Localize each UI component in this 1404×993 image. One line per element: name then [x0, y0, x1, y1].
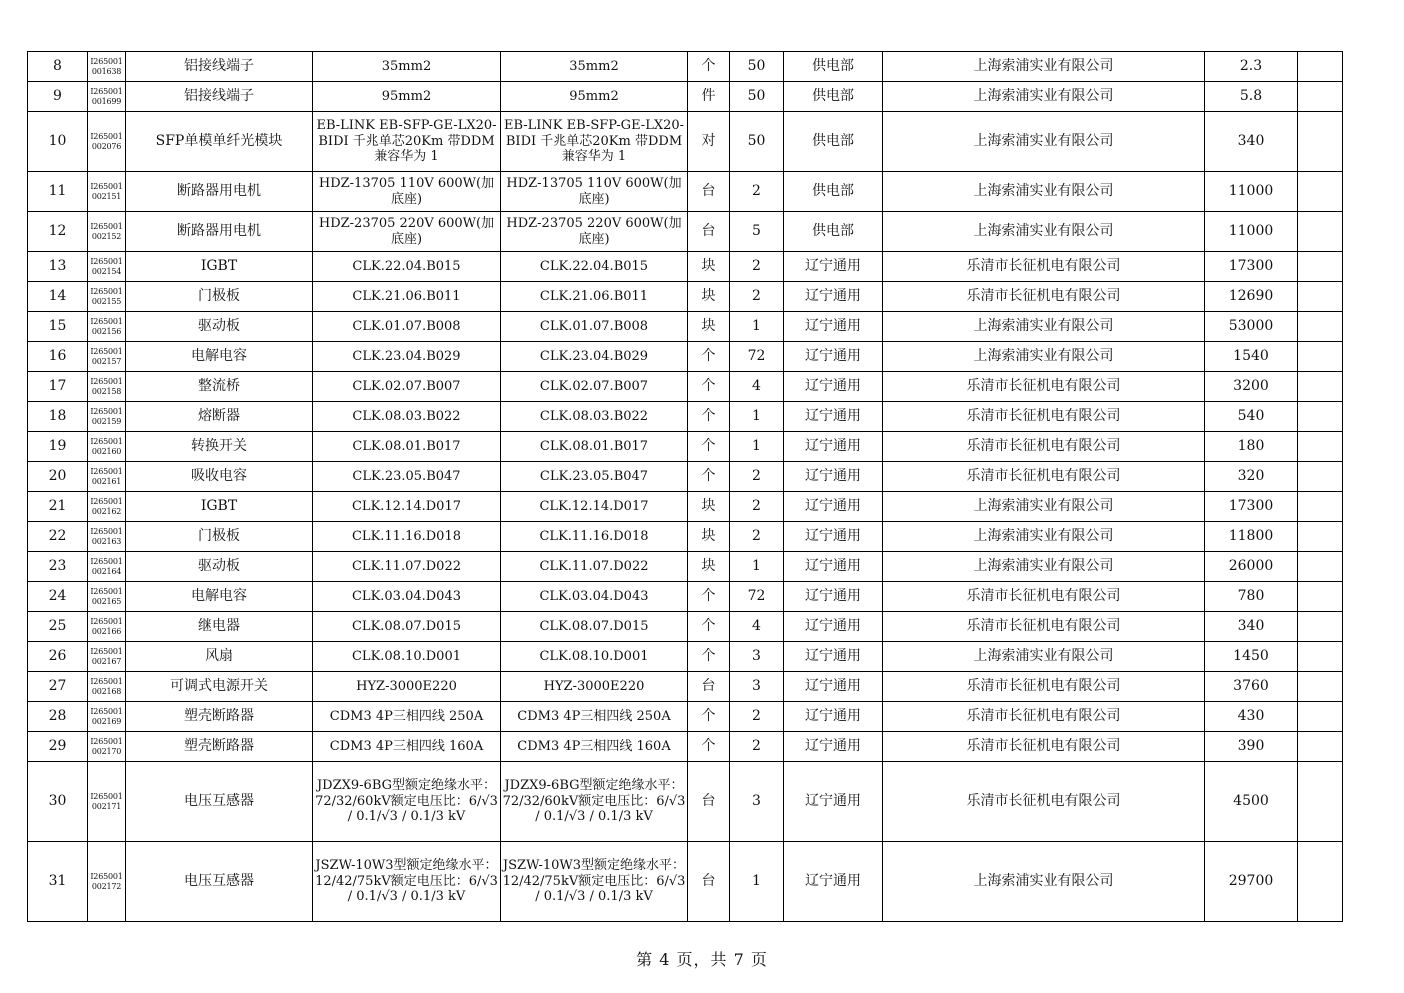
- specification-cell: CLK.21.06.B011: [313, 282, 501, 312]
- department-cell: 辽宁通用: [784, 582, 883, 612]
- table-row: [28, 842, 1343, 922]
- unit-cell: 个: [688, 702, 730, 732]
- department-cell: 供电部: [784, 82, 883, 112]
- quantity-cell: 5: [730, 212, 784, 252]
- quantity-cell: 50: [730, 52, 784, 82]
- note-cell: [1298, 842, 1343, 922]
- supplier-cell: 乐清市长征机电有限公司: [883, 672, 1205, 702]
- material-code-cell: I265001 002170: [88, 732, 126, 762]
- department-cell: 辽宁通用: [784, 842, 883, 922]
- unit-cell: 件: [688, 82, 730, 112]
- specification-cell: HYZ-3000E220: [313, 672, 501, 702]
- department-cell: 辽宁通用: [784, 672, 883, 702]
- quantity-cell: 2: [730, 172, 784, 212]
- row-number-cell: 29: [28, 732, 88, 762]
- materials-table: [27, 51, 1343, 922]
- specification-cell: CLK.08.01.B017: [313, 432, 501, 462]
- department-cell: 辽宁通用: [784, 612, 883, 642]
- note-cell: [1298, 762, 1343, 842]
- quantity-cell: 2: [730, 702, 784, 732]
- material-code-cell: I265001 002167: [88, 642, 126, 672]
- supplier-cell: 乐清市长征机电有限公司: [883, 372, 1205, 402]
- supplier-cell: 上海索浦实业有限公司: [883, 312, 1205, 342]
- specification-cell: HDZ-23705 220V 600W(加底座): [313, 212, 501, 252]
- unit-cell: 块: [688, 282, 730, 312]
- material-name-cell: 断路器用电机: [126, 212, 313, 252]
- table-body: [28, 52, 1343, 922]
- quantity-cell: 2: [730, 522, 784, 552]
- quantity-cell: 72: [730, 582, 784, 612]
- table-row: [28, 312, 1343, 342]
- unit-cell: 台: [688, 672, 730, 702]
- quantity-cell: 50: [730, 112, 784, 172]
- price-cell: 11800: [1205, 522, 1298, 552]
- specification-cell: CLK.12.14.D017: [313, 492, 501, 522]
- row-number-cell: 19: [28, 432, 88, 462]
- model-cell: CLK.08.10.D001: [501, 642, 688, 672]
- note-cell: [1298, 52, 1343, 82]
- specification-cell: CLK.08.10.D001: [313, 642, 501, 672]
- model-cell: CLK.08.07.D015: [501, 612, 688, 642]
- supplier-cell: 乐清市长征机电有限公司: [883, 732, 1205, 762]
- department-cell: 辽宁通用: [784, 432, 883, 462]
- department-cell: 辽宁通用: [784, 702, 883, 732]
- unit-cell: 个: [688, 642, 730, 672]
- supplier-cell: 乐清市长征机电有限公司: [883, 282, 1205, 312]
- department-cell: 辽宁通用: [784, 342, 883, 372]
- price-cell: 1540: [1205, 342, 1298, 372]
- model-cell: CLK.08.03.B022: [501, 402, 688, 432]
- price-cell: 11000: [1205, 212, 1298, 252]
- model-cell: CLK.03.04.D043: [501, 582, 688, 612]
- department-cell: 辽宁通用: [784, 732, 883, 762]
- row-number-cell: 15: [28, 312, 88, 342]
- material-name-cell: 风扇: [126, 642, 313, 672]
- model-cell: 35mm2: [501, 52, 688, 82]
- material-code-cell: I265001 002172: [88, 842, 126, 922]
- quantity-cell: 1: [730, 432, 784, 462]
- quantity-cell: 2: [730, 732, 784, 762]
- material-code-cell: I265001 002158: [88, 372, 126, 402]
- price-cell: 12690: [1205, 282, 1298, 312]
- material-name-cell: IGBT: [126, 492, 313, 522]
- supplier-cell: 上海索浦实业有限公司: [883, 112, 1205, 172]
- table-row: [28, 432, 1343, 462]
- note-cell: [1298, 402, 1343, 432]
- price-cell: 1450: [1205, 642, 1298, 672]
- material-name-cell: 电解电容: [126, 582, 313, 612]
- material-name-cell: 吸收电容: [126, 462, 313, 492]
- department-cell: 辽宁通用: [784, 522, 883, 552]
- material-code-cell: I265001 002156: [88, 312, 126, 342]
- note-cell: [1298, 702, 1343, 732]
- price-cell: 17300: [1205, 252, 1298, 282]
- material-code-cell: I265001 002166: [88, 612, 126, 642]
- price-cell: 29700: [1205, 842, 1298, 922]
- supplier-cell: 乐清市长征机电有限公司: [883, 612, 1205, 642]
- quantity-cell: 2: [730, 282, 784, 312]
- material-name-cell: 铝接线端子: [126, 52, 313, 82]
- specification-cell: CLK.08.03.B022: [313, 402, 501, 432]
- note-cell: [1298, 462, 1343, 492]
- specification-cell: JSZW-10W3型额定绝缘水平：12/42/75kV额定电压比：6/√3 / 0.1/√3 / 0.1/3 kV: [313, 842, 501, 922]
- note-cell: [1298, 342, 1343, 372]
- supplier-cell: 上海索浦实业有限公司: [883, 212, 1205, 252]
- material-code-cell: I265001 002151: [88, 172, 126, 212]
- unit-cell: 块: [688, 252, 730, 282]
- unit-cell: 个: [688, 52, 730, 82]
- quantity-cell: 2: [730, 492, 784, 522]
- model-cell: CLK.12.14.D017: [501, 492, 688, 522]
- note-cell: [1298, 552, 1343, 582]
- supplier-cell: 上海索浦实业有限公司: [883, 52, 1205, 82]
- table-row: [28, 612, 1343, 642]
- material-code-cell: I265001 002165: [88, 582, 126, 612]
- row-number-cell: 28: [28, 702, 88, 732]
- price-cell: 340: [1205, 612, 1298, 642]
- price-cell: 540: [1205, 402, 1298, 432]
- model-cell: CLK.01.07.B008: [501, 312, 688, 342]
- table-row: [28, 672, 1343, 702]
- unit-cell: 台: [688, 172, 730, 212]
- specification-cell: CLK.11.07.D022: [313, 552, 501, 582]
- note-cell: [1298, 612, 1343, 642]
- quantity-cell: 1: [730, 842, 784, 922]
- unit-cell: 块: [688, 312, 730, 342]
- model-cell: CLK.11.07.D022: [501, 552, 688, 582]
- model-cell: JDZX9-6BG型额定绝缘水平：72/32/60kV额定电压比：6/√3 / 0.1/√3 / 0.1/3 kV: [501, 762, 688, 842]
- material-code-cell: I265001 002159: [88, 402, 126, 432]
- row-number-cell: 24: [28, 582, 88, 612]
- supplier-cell: 乐清市长征机电有限公司: [883, 762, 1205, 842]
- material-code-cell: I265001 001638: [88, 52, 126, 82]
- price-cell: 5.8: [1205, 82, 1298, 112]
- material-name-cell: 电压互感器: [126, 842, 313, 922]
- department-cell: 辽宁通用: [784, 312, 883, 342]
- row-number-cell: 8: [28, 52, 88, 82]
- supplier-cell: 上海索浦实业有限公司: [883, 342, 1205, 372]
- specification-cell: JDZX9-6BG型额定绝缘水平：72/32/60kV额定电压比：6/√3 / 0.1/√3 / 0.1/3 kV: [313, 762, 501, 842]
- note-cell: [1298, 732, 1343, 762]
- supplier-cell: 乐清市长征机电有限公司: [883, 432, 1205, 462]
- material-name-cell: 熔断器: [126, 402, 313, 432]
- department-cell: 辽宁通用: [784, 642, 883, 672]
- model-cell: HDZ-23705 220V 600W(加底座): [501, 212, 688, 252]
- material-code-cell: I265001 002162: [88, 492, 126, 522]
- supplier-cell: 乐清市长征机电有限公司: [883, 702, 1205, 732]
- table-row: [28, 702, 1343, 732]
- specification-cell: CLK.23.04.B029: [313, 342, 501, 372]
- quantity-cell: 1: [730, 552, 784, 582]
- specification-cell: CLK.02.07.B007: [313, 372, 501, 402]
- model-cell: CLK.08.01.B017: [501, 432, 688, 462]
- table-row: [28, 642, 1343, 672]
- row-number-cell: 22: [28, 522, 88, 552]
- note-cell: [1298, 112, 1343, 172]
- material-name-cell: IGBT: [126, 252, 313, 282]
- row-number-cell: 10: [28, 112, 88, 172]
- row-number-cell: 25: [28, 612, 88, 642]
- quantity-cell: 4: [730, 612, 784, 642]
- row-number-cell: 16: [28, 342, 88, 372]
- unit-cell: 台: [688, 762, 730, 842]
- unit-cell: 台: [688, 842, 730, 922]
- table-row: [28, 492, 1343, 522]
- supplier-cell: 上海索浦实业有限公司: [883, 82, 1205, 112]
- table-row: [28, 372, 1343, 402]
- department-cell: 辽宁通用: [784, 462, 883, 492]
- supplier-cell: 上海索浦实业有限公司: [883, 642, 1205, 672]
- quantity-cell: 1: [730, 402, 784, 432]
- table-row: [28, 402, 1343, 432]
- model-cell: CDM3 4P三相四线 160A: [501, 732, 688, 762]
- quantity-cell: 50: [730, 82, 784, 112]
- unit-cell: 个: [688, 342, 730, 372]
- table-row: [28, 342, 1343, 372]
- model-cell: HDZ-13705 110V 600W(加底座): [501, 172, 688, 212]
- note-cell: [1298, 672, 1343, 702]
- specification-cell: EB-LINK EB-SFP-GE-LX20-BIDI 千兆单芯20Km 带DDM兼容华为 1: [313, 112, 501, 172]
- specification-cell: CLK.22.04.B015: [313, 252, 501, 282]
- table-row: [28, 582, 1343, 612]
- department-cell: 供电部: [784, 112, 883, 172]
- price-cell: 4500: [1205, 762, 1298, 842]
- table-row: [28, 212, 1343, 252]
- material-code-cell: I265001 002163: [88, 522, 126, 552]
- material-name-cell: 塑壳断路器: [126, 732, 313, 762]
- material-name-cell: 驱动板: [126, 552, 313, 582]
- material-code-cell: I265001 002161: [88, 462, 126, 492]
- note-cell: [1298, 372, 1343, 402]
- specification-cell: HDZ-13705 110V 600W(加底座): [313, 172, 501, 212]
- material-code-cell: I265001 001699: [88, 82, 126, 112]
- unit-cell: 个: [688, 612, 730, 642]
- quantity-cell: 2: [730, 252, 784, 282]
- quantity-cell: 4: [730, 372, 784, 402]
- supplier-cell: 乐清市长征机电有限公司: [883, 582, 1205, 612]
- quantity-cell: 2: [730, 462, 784, 492]
- material-name-cell: 电压互感器: [126, 762, 313, 842]
- model-cell: HYZ-3000E220: [501, 672, 688, 702]
- price-cell: 390: [1205, 732, 1298, 762]
- specification-cell: CLK.01.07.B008: [313, 312, 501, 342]
- material-name-cell: 可调式电源开关: [126, 672, 313, 702]
- table-row: [28, 282, 1343, 312]
- row-number-cell: 13: [28, 252, 88, 282]
- price-cell: 3200: [1205, 372, 1298, 402]
- department-cell: 辽宁通用: [784, 402, 883, 432]
- row-number-cell: 12: [28, 212, 88, 252]
- supplier-cell: 乐清市长征机电有限公司: [883, 462, 1205, 492]
- material-name-cell: 转换开关: [126, 432, 313, 462]
- supplier-cell: 上海索浦实业有限公司: [883, 172, 1205, 212]
- model-cell: CLK.11.16.D018: [501, 522, 688, 552]
- specification-cell: 95mm2: [313, 82, 501, 112]
- department-cell: 辽宁通用: [784, 252, 883, 282]
- model-cell: CLK.22.04.B015: [501, 252, 688, 282]
- specification-cell: CLK.03.04.D043: [313, 582, 501, 612]
- note-cell: [1298, 82, 1343, 112]
- material-name-cell: 塑壳断路器: [126, 702, 313, 732]
- row-number-cell: 27: [28, 672, 88, 702]
- price-cell: 780: [1205, 582, 1298, 612]
- page-number: 第 4 页，共 7 页: [636, 950, 768, 969]
- row-number-cell: 9: [28, 82, 88, 112]
- specification-cell: 35mm2: [313, 52, 501, 82]
- note-cell: [1298, 492, 1343, 522]
- unit-cell: 块: [688, 552, 730, 582]
- unit-cell: 个: [688, 732, 730, 762]
- material-name-cell: 铝接线端子: [126, 82, 313, 112]
- department-cell: 供电部: [784, 212, 883, 252]
- material-name-cell: 整流桥: [126, 372, 313, 402]
- note-cell: [1298, 252, 1343, 282]
- price-cell: 26000: [1205, 552, 1298, 582]
- note-cell: [1298, 282, 1343, 312]
- material-code-cell: I265001 002157: [88, 342, 126, 372]
- material-name-cell: SFP单模单纤光模块: [126, 112, 313, 172]
- price-cell: 17300: [1205, 492, 1298, 522]
- model-cell: EB-LINK EB-SFP-GE-LX20-BIDI 千兆单芯20Km 带DDM兼容华为 1: [501, 112, 688, 172]
- table-row: [28, 462, 1343, 492]
- unit-cell: 个: [688, 582, 730, 612]
- unit-cell: 台: [688, 212, 730, 252]
- model-cell: CLK.21.06.B011: [501, 282, 688, 312]
- material-code-cell: I265001 002152: [88, 212, 126, 252]
- material-code-cell: I265001 002164: [88, 552, 126, 582]
- note-cell: [1298, 432, 1343, 462]
- material-code-cell: I265001 002154: [88, 252, 126, 282]
- specification-cell: CDM3 4P三相四线 160A: [313, 732, 501, 762]
- note-cell: [1298, 582, 1343, 612]
- table-row: [28, 732, 1343, 762]
- table-row: [28, 82, 1343, 112]
- material-name-cell: 驱动板: [126, 312, 313, 342]
- specification-cell: CLK.23.05.B047: [313, 462, 501, 492]
- specification-cell: CDM3 4P三相四线 250A: [313, 702, 501, 732]
- department-cell: 供电部: [784, 172, 883, 212]
- model-cell: CDM3 4P三相四线 250A: [501, 702, 688, 732]
- department-cell: 辽宁通用: [784, 552, 883, 582]
- row-number-cell: 14: [28, 282, 88, 312]
- note-cell: [1298, 642, 1343, 672]
- table-row: [28, 172, 1343, 212]
- material-code-cell: I265001 002155: [88, 282, 126, 312]
- quantity-cell: 72: [730, 342, 784, 372]
- note-cell: [1298, 312, 1343, 342]
- supplier-cell: 上海索浦实业有限公司: [883, 552, 1205, 582]
- model-cell: CLK.23.04.B029: [501, 342, 688, 372]
- row-number-cell: 26: [28, 642, 88, 672]
- row-number-cell: 23: [28, 552, 88, 582]
- material-code-cell: I265001 002076: [88, 112, 126, 172]
- unit-cell: 对: [688, 112, 730, 172]
- quantity-cell: 3: [730, 672, 784, 702]
- supplier-cell: 上海索浦实业有限公司: [883, 842, 1205, 922]
- table-row: [28, 522, 1343, 552]
- price-cell: 3760: [1205, 672, 1298, 702]
- model-cell: CLK.02.07.B007: [501, 372, 688, 402]
- material-name-cell: 继电器: [126, 612, 313, 642]
- specification-cell: CLK.08.07.D015: [313, 612, 501, 642]
- unit-cell: 个: [688, 432, 730, 462]
- unit-cell: 块: [688, 522, 730, 552]
- unit-cell: 个: [688, 402, 730, 432]
- department-cell: 供电部: [784, 52, 883, 82]
- row-number-cell: 30: [28, 762, 88, 842]
- department-cell: 辽宁通用: [784, 492, 883, 522]
- quantity-cell: 3: [730, 762, 784, 842]
- table-row: [28, 112, 1343, 172]
- row-number-cell: 18: [28, 402, 88, 432]
- supplier-cell: 乐清市长征机电有限公司: [883, 252, 1205, 282]
- note-cell: [1298, 212, 1343, 252]
- quantity-cell: 1: [730, 312, 784, 342]
- material-name-cell: 断路器用电机: [126, 172, 313, 212]
- model-cell: JSZW-10W3型额定绝缘水平：12/42/75kV额定电压比：6/√3 / 0.1/√3 / 0.1/3 kV: [501, 842, 688, 922]
- material-name-cell: 电解电容: [126, 342, 313, 372]
- unit-cell: 个: [688, 462, 730, 492]
- material-name-cell: 门极板: [126, 282, 313, 312]
- row-number-cell: 21: [28, 492, 88, 522]
- row-number-cell: 31: [28, 842, 88, 922]
- supplier-cell: 上海索浦实业有限公司: [883, 522, 1205, 552]
- department-cell: 辽宁通用: [784, 372, 883, 402]
- price-cell: 320: [1205, 462, 1298, 492]
- price-cell: 430: [1205, 702, 1298, 732]
- price-cell: 180: [1205, 432, 1298, 462]
- note-cell: [1298, 172, 1343, 212]
- table-row: [28, 252, 1343, 282]
- unit-cell: 块: [688, 492, 730, 522]
- table-row: [28, 552, 1343, 582]
- material-code-cell: I265001 002168: [88, 672, 126, 702]
- department-cell: 辽宁通用: [784, 762, 883, 842]
- model-cell: CLK.23.05.B047: [501, 462, 688, 492]
- supplier-cell: 上海索浦实业有限公司: [883, 492, 1205, 522]
- row-number-cell: 11: [28, 172, 88, 212]
- model-cell: 95mm2: [501, 82, 688, 112]
- specification-cell: CLK.11.16.D018: [313, 522, 501, 552]
- material-code-cell: I265001 002169: [88, 702, 126, 732]
- material-name-cell: 门极板: [126, 522, 313, 552]
- price-cell: 2.3: [1205, 52, 1298, 82]
- table-row: [28, 762, 1343, 842]
- note-cell: [1298, 522, 1343, 552]
- material-code-cell: I265001 002171: [88, 762, 126, 842]
- price-cell: 11000: [1205, 172, 1298, 212]
- department-cell: 辽宁通用: [784, 282, 883, 312]
- row-number-cell: 17: [28, 372, 88, 402]
- price-cell: 53000: [1205, 312, 1298, 342]
- table-row: [28, 52, 1343, 82]
- price-cell: 340: [1205, 112, 1298, 172]
- quantity-cell: 3: [730, 642, 784, 672]
- material-code-cell: I265001 002160: [88, 432, 126, 462]
- supplier-cell: 乐清市长征机电有限公司: [883, 402, 1205, 432]
- unit-cell: 个: [688, 372, 730, 402]
- row-number-cell: 20: [28, 462, 88, 492]
